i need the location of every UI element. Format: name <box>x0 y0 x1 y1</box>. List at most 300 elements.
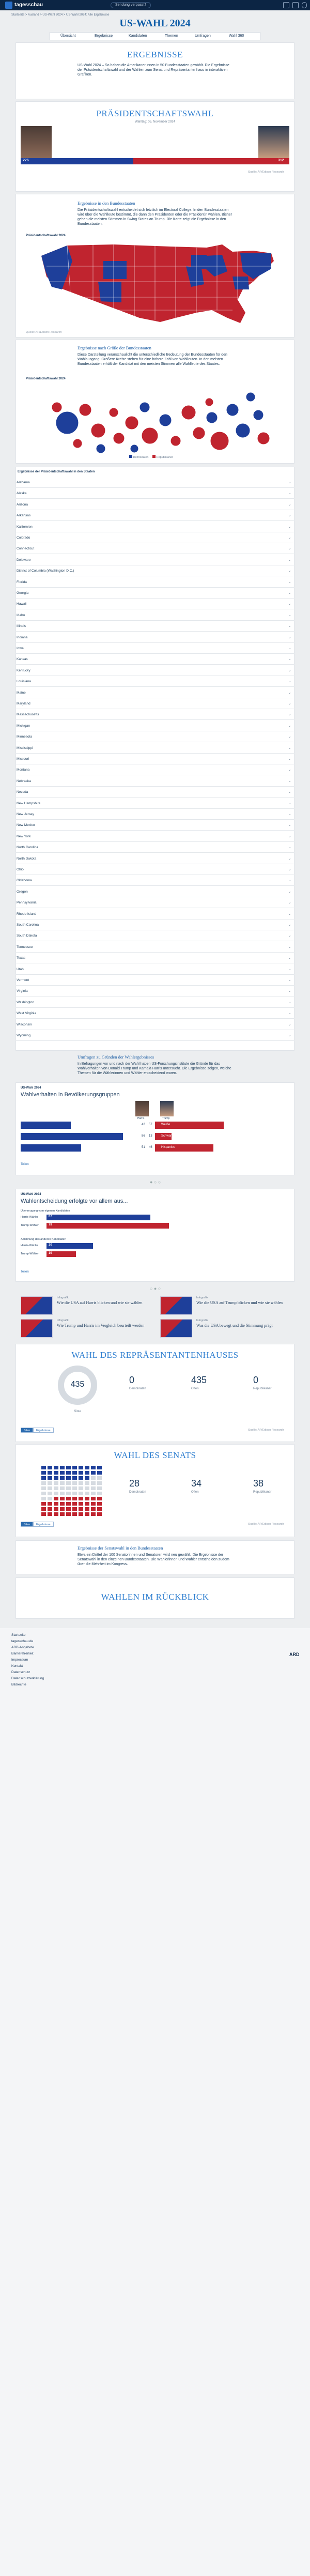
state-row[interactable] <box>16 853 295 864</box>
senat-seat <box>97 1492 102 1495</box>
senat-seat <box>41 1502 46 1506</box>
stat-label: Offen <box>191 1491 199 1494</box>
state-bubble[interactable] <box>79 404 91 416</box>
senat-seat <box>41 1507 46 1511</box>
state-name: Texas <box>17 956 25 960</box>
senat-seat <box>72 1486 77 1490</box>
senat-seat <box>60 1466 65 1469</box>
entscheidung-pager-dots[interactable]: ○ ● ○ <box>150 1286 161 1291</box>
state-name: Vermont <box>17 978 29 982</box>
senat-seat <box>97 1466 102 1469</box>
senat-seat <box>48 1486 52 1490</box>
group-label: Hispanics <box>161 1146 175 1149</box>
state-bubble[interactable] <box>52 402 62 412</box>
footer-link[interactable]: ARD-Angebote <box>11 1646 34 1649</box>
group-label-left: Weiße <box>126 1123 134 1126</box>
stat-label: Demokraten <box>129 1491 146 1494</box>
state-name: South Dakota <box>17 934 37 938</box>
bubble-subhead: Ergebnisse nach Größe der Bundesstaaten <box>78 345 151 350</box>
state-row[interactable] <box>16 698 295 709</box>
menu-icon[interactable] <box>292 2 299 8</box>
senat-seat <box>41 1492 46 1495</box>
footer-link[interactable]: Barrierefreiheit <box>11 1652 34 1655</box>
senat-seat <box>79 1502 83 1506</box>
state-name: Montana <box>17 768 30 772</box>
senat-map-subhead: Ergebnisse der Senatswahl in den Bundesstaaten <box>78 1545 163 1551</box>
result-bar-dem <box>21 158 133 164</box>
senat-seat <box>66 1502 71 1506</box>
bar-value: 67 <box>49 1215 52 1218</box>
teaser-image[interactable] <box>21 1319 53 1338</box>
senat-seat <box>54 1466 58 1469</box>
state-name: Kentucky <box>17 668 30 672</box>
state-row[interactable] <box>16 1008 295 1019</box>
senat-seat <box>85 1466 89 1469</box>
footer-link[interactable]: Datenschutzerklärung <box>11 1677 44 1680</box>
state-row[interactable] <box>16 809 295 820</box>
senat-seat <box>54 1476 58 1480</box>
state-row[interactable] <box>16 1019 295 1030</box>
chevron-down-icon: ⌄ <box>288 612 291 617</box>
stat-value: 435 <box>191 1375 207 1385</box>
state-name: Georgia <box>17 591 29 595</box>
chevron-down-icon: ⌄ <box>288 922 291 927</box>
tab-kandidaten[interactable]: Kandidaten <box>129 34 147 38</box>
result-bar <box>21 158 289 164</box>
state-name: South Carolina <box>17 923 39 927</box>
trump-photo <box>258 126 289 158</box>
state-bubble[interactable] <box>91 423 105 438</box>
state-row[interactable] <box>16 953 295 963</box>
state-bubble[interactable] <box>96 444 105 453</box>
search-icon[interactable] <box>283 2 289 8</box>
senat-seat <box>60 1481 65 1485</box>
state-row[interactable] <box>16 964 295 975</box>
state-row[interactable] <box>16 532 295 543</box>
senat-seat <box>79 1512 83 1516</box>
state-row[interactable] <box>16 555 295 565</box>
state-name: Nevada <box>17 790 28 794</box>
state-virginia[interactable] <box>233 277 249 289</box>
map-subhead: Ergebnisse in den Bundesstaaten <box>78 201 135 206</box>
trump-value: 46 <box>149 1146 152 1149</box>
group-label: Schwarze <box>161 1134 175 1138</box>
bar-value: 79 <box>49 1223 52 1226</box>
state-row[interactable] <box>16 665 295 676</box>
map-label: Präsidentschaftswahl 2024 <box>26 234 66 237</box>
state-row[interactable] <box>16 975 295 986</box>
senat-seat <box>48 1497 52 1500</box>
teaser-image[interactable] <box>160 1319 192 1338</box>
chevron-down-icon: ⌄ <box>288 667 291 672</box>
senat-seat <box>54 1471 58 1475</box>
chevron-down-icon: ⌄ <box>288 568 291 573</box>
stat-value: 0 <box>129 1375 135 1385</box>
harris-value: 51 <box>142 1146 145 1149</box>
state-bubble-chart[interactable] <box>36 381 274 456</box>
state-bubble[interactable] <box>113 433 125 444</box>
ergebnisse-title: ERGEBNISSE <box>127 50 183 59</box>
harris-thumb-label: Harris <box>137 1117 145 1120</box>
chevron-down-icon: ⌄ <box>288 800 291 805</box>
umfragen-text: In Befragungen vor und nach der Wahl haben US-Forschungsinstitute die Gründe für das Wahlverhalten von Donald Trump und Kamala Harris untersucht. Die Ergebnisse zeigen, welche Themen für die Wählerinnen und Wähler entscheidend waren. <box>78 1062 231 1075</box>
senat-seat-grid[interactable] <box>41 1466 103 1517</box>
top-bar <box>0 0 310 10</box>
senat-seat <box>60 1492 65 1495</box>
state-row[interactable] <box>16 886 295 897</box>
state-bubble[interactable] <box>205 398 213 406</box>
chevron-down-icon: ⌄ <box>288 480 291 484</box>
state-row[interactable] <box>16 543 295 554</box>
chevron-down-icon: ⌄ <box>288 535 291 540</box>
state-row[interactable] <box>16 798 295 809</box>
user-icon[interactable] <box>302 2 307 8</box>
state-bubble[interactable] <box>159 414 172 426</box>
state-row[interactable] <box>16 743 295 754</box>
sub-navigation <box>50 32 260 40</box>
live-button[interactable]: Sendung verpasst? <box>111 2 151 8</box>
state-row[interactable] <box>16 754 295 764</box>
senat-seat <box>60 1512 65 1516</box>
chevron-down-icon: ⌄ <box>288 944 291 949</box>
senat-seat <box>66 1507 71 1511</box>
state-name: Virginia <box>17 989 28 993</box>
state-name: Arizona <box>17 502 28 507</box>
senat-seat <box>72 1466 77 1469</box>
state-name: Illinois <box>17 624 26 628</box>
senat-seat <box>91 1481 96 1485</box>
group-label-left: Latinos <box>126 1146 135 1149</box>
state-name: New York <box>17 834 31 838</box>
harris-bar <box>21 1144 81 1152</box>
state-bubble[interactable] <box>253 410 264 420</box>
harris-bar <box>21 1133 123 1140</box>
state-name: North Carolina <box>17 846 38 850</box>
chevron-down-icon: ⌄ <box>288 490 291 496</box>
state-row[interactable] <box>16 820 295 831</box>
haus-title: WAHL DES REPRÄSENTANTENHAUSES <box>71 1350 239 1360</box>
state-bubble[interactable] <box>236 423 250 438</box>
state-row[interactable] <box>16 522 295 532</box>
senat-seat <box>97 1507 102 1511</box>
state-row[interactable] <box>16 565 295 576</box>
tab-uebersicht[interactable]: Übersicht <box>60 34 76 38</box>
state-bubble[interactable] <box>257 432 270 444</box>
state-row[interactable] <box>16 676 295 687</box>
state-row[interactable] <box>16 577 295 588</box>
state-bubble[interactable] <box>246 392 255 402</box>
state-row[interactable] <box>16 510 295 521</box>
chevron-down-icon: ⌄ <box>288 999 291 1004</box>
senat-seat <box>85 1481 89 1485</box>
state-minnesota[interactable] <box>191 255 207 269</box>
chevron-down-icon: ⌄ <box>288 845 291 850</box>
praesident-title: PRÄSIDENTSCHAFTSWAHL <box>96 109 214 118</box>
state-row[interactable] <box>16 643 295 654</box>
state-row[interactable] <box>16 875 295 886</box>
state-name: North Dakota <box>17 856 37 861</box>
state-row[interactable] <box>16 764 295 775</box>
state-bubble[interactable] <box>130 444 138 453</box>
state-row[interactable] <box>16 842 295 853</box>
senat-seat <box>85 1502 89 1506</box>
state-row[interactable] <box>16 588 295 599</box>
state-row[interactable] <box>16 709 295 720</box>
election-date: Wahltag: 05. November 2024 <box>135 120 175 124</box>
ergebnisse-text: US-Wahl 2024 – So haben die Amerikaner:innen in 50 Bundesstaaten gewählt. Die Ergebnisse der Präsidentschaftswahl und der Wahlen zum Senat und Repräsentantenhaus in interaktiven Grafiken. <box>78 64 229 76</box>
chevron-down-icon: ⌄ <box>288 778 291 783</box>
chevron-down-icon: ⌄ <box>288 679 291 684</box>
state-row[interactable] <box>16 1030 295 1041</box>
chevron-down-icon: ⌄ <box>288 878 291 883</box>
state-row[interactable] <box>16 720 295 731</box>
state-name: Iowa <box>17 647 24 650</box>
senat-seat <box>48 1512 52 1516</box>
stat-value: 28 <box>129 1478 140 1489</box>
state-bubble[interactable] <box>226 404 239 416</box>
bar <box>47 1215 150 1220</box>
senat-seat <box>91 1497 96 1500</box>
us-map[interactable] <box>36 240 279 327</box>
chevron-down-icon: ⌄ <box>288 933 291 938</box>
tab-themen[interactable]: Themen <box>165 34 178 38</box>
ard-logo[interactable]: ARD <box>289 1652 300 1657</box>
footer-link[interactable]: Startseite <box>11 1633 26 1637</box>
senat-seat <box>72 1492 77 1495</box>
state-row[interactable] <box>16 942 295 953</box>
state-name: New Jersey <box>17 812 34 816</box>
trump-thumb <box>160 1101 174 1116</box>
senat-title: WAHL DES SENATS <box>114 1450 196 1460</box>
legend-dem: Demokraten <box>133 456 149 459</box>
state-bubble[interactable] <box>142 427 158 444</box>
chevron-down-icon: ⌄ <box>288 501 291 507</box>
wahlverhalten-pager-dots[interactable]: ● ○ ○ <box>150 1179 161 1185</box>
state-row[interactable] <box>16 488 295 499</box>
senat-seat <box>85 1512 89 1516</box>
tab-ergebnisse[interactable]: Ergebnisse <box>95 34 113 38</box>
page-title: US-WAHL 2024 <box>119 18 191 29</box>
chevron-down-icon: ⌄ <box>288 789 291 794</box>
senat-seat <box>41 1497 46 1500</box>
senat-tab-sitze[interactable]: Sitze <box>21 1522 33 1527</box>
senat-seat <box>97 1476 102 1480</box>
senat-seat <box>97 1486 102 1490</box>
senat-seat <box>48 1466 52 1469</box>
state-name: Pennsylvania <box>17 901 37 905</box>
chevron-down-icon: ⌄ <box>288 900 291 905</box>
state-row[interactable] <box>16 930 295 941</box>
chevron-down-icon: ⌄ <box>288 1033 291 1037</box>
senat-seat <box>60 1471 65 1475</box>
senat-seat <box>97 1481 102 1485</box>
state-row[interactable] <box>16 610 295 621</box>
state-row[interactable] <box>16 997 295 1008</box>
state-row[interactable] <box>16 776 295 787</box>
teaser-title[interactable]: Was die USA bewegt und die Stimmung prägt <box>196 1323 273 1328</box>
senat-seat <box>54 1486 58 1490</box>
harris-bar <box>21 1122 71 1129</box>
tab-umfragen[interactable]: Umfragen <box>195 34 211 38</box>
trump-value: 13 <box>149 1134 152 1138</box>
state-bubble[interactable] <box>181 405 196 420</box>
senat-seat <box>91 1486 96 1490</box>
state-name: Maine <box>17 691 26 695</box>
senat-seat <box>85 1497 89 1500</box>
chevron-down-icon: ⌄ <box>288 833 291 838</box>
senat-seat <box>97 1502 102 1506</box>
bar <box>47 1223 169 1229</box>
trump-votes: 312 <box>278 159 284 162</box>
entscheidung-label: US-Wahl 2024 <box>21 1193 41 1196</box>
state-row[interactable] <box>16 787 295 798</box>
chevron-down-icon: ⌄ <box>288 1010 291 1016</box>
bubble-legend <box>129 455 173 459</box>
senat-seat <box>66 1512 71 1516</box>
chevron-down-icon: ⌄ <box>288 734 291 739</box>
row-label: Trump-Wähler <box>21 1224 39 1227</box>
state-bubble[interactable] <box>73 439 82 448</box>
haus-seats-label: Sitze <box>74 1410 81 1413</box>
footer-link[interactable]: Datenschutz <box>11 1670 30 1674</box>
state-row[interactable] <box>16 499 295 510</box>
footer-link[interactable]: Kontakt <box>11 1664 23 1668</box>
senat-seat <box>48 1502 52 1506</box>
bar-value: 19 <box>49 1252 52 1255</box>
state-row[interactable] <box>16 632 295 643</box>
senat-seat <box>85 1507 89 1511</box>
state-row[interactable] <box>16 909 295 919</box>
state-name: West Virginia <box>17 1011 37 1016</box>
state-row[interactable] <box>16 864 295 875</box>
senat-seat <box>91 1471 96 1475</box>
state-name: Rhode Island <box>17 912 37 916</box>
footer-link[interactable]: Bildrechte <box>11 1683 26 1686</box>
state-bubble[interactable] <box>210 432 229 450</box>
senat-seat <box>66 1486 71 1490</box>
wahlverhalten-share[interactable]: Teilen <box>21 1163 29 1166</box>
senat-tab-ergebnisse[interactable]: Ergebnisse <box>33 1522 54 1527</box>
state-row[interactable] <box>16 654 295 665</box>
teaser-image[interactable] <box>160 1296 192 1315</box>
state-name: Colorado <box>17 536 30 540</box>
senat-seat <box>60 1486 65 1490</box>
stat-label: Offen <box>191 1387 199 1390</box>
state-name: Massachusetts <box>17 713 39 717</box>
senat-seat <box>79 1471 83 1475</box>
senat-seat <box>72 1471 77 1475</box>
state-name: District of Columbia (Washington D.C.) <box>17 569 74 573</box>
harris-value: 42 <box>142 1123 145 1126</box>
state-row[interactable] <box>16 599 295 609</box>
bubble-label: Präsidentschaftswahl 2024 <box>26 377 66 380</box>
state-colorado[interactable] <box>103 261 127 279</box>
chevron-down-icon: ⌄ <box>288 911 291 916</box>
state-row[interactable] <box>16 897 295 908</box>
entscheidung-share[interactable]: Teilen <box>21 1270 29 1274</box>
bar <box>47 1243 93 1249</box>
senat-seat <box>60 1507 65 1511</box>
senat-seat <box>41 1471 46 1475</box>
state-row[interactable] <box>16 986 295 996</box>
breadcrumb[interactable]: Startseite > Ausland > US-Wahl 2024 > US-Wahl 2024: Alle Ergebnisse <box>11 13 110 17</box>
tab-wahl360[interactable]: Wahl 360 <box>229 34 244 38</box>
state-row[interactable] <box>16 621 295 632</box>
state-bubble[interactable] <box>171 436 181 446</box>
senat-seat <box>91 1476 96 1480</box>
chevron-down-icon: ⌄ <box>288 855 291 861</box>
stat-value: 38 <box>253 1478 264 1489</box>
senat-seat <box>66 1466 71 1469</box>
senat-seat <box>54 1497 58 1500</box>
wahlverhalten-label: US-Wahl 2024 <box>21 1086 41 1090</box>
senat-map-text: Etwa ein Drittel der 100 Senatorinnen und Senatoren wird neu gewählt. Die Ergebnisse der Senatswahl in den einzelnen Bundesstaaten. Die Wählerinnen und Wähler entscheiden zudem über die Mehrheit im Kongress. <box>78 1553 229 1566</box>
teaser-title[interactable]: Wie die USA auf Trump blicken und wie sie wählen <box>196 1300 283 1305</box>
footer <box>0 1628 310 2576</box>
state-row[interactable] <box>16 831 295 842</box>
senat-seat <box>91 1507 96 1511</box>
chevron-down-icon: ⌄ <box>288 623 291 628</box>
state-name: Alabama <box>17 481 30 484</box>
senat-seat <box>41 1466 46 1469</box>
footer-link[interactable]: tagesschau.de <box>11 1639 34 1643</box>
senat-seat <box>79 1492 83 1495</box>
state-bubble[interactable] <box>109 408 118 417</box>
state-row[interactable] <box>16 731 295 742</box>
teaser-title[interactable]: Wie die USA auf Harris blicken und wie sie wählen <box>57 1300 143 1305</box>
haus-tab-sitze[interactable]: Sitze <box>21 1428 33 1433</box>
state-row[interactable] <box>16 477 295 488</box>
state-name: Wyoming <box>17 1034 31 1037</box>
state-bubble[interactable] <box>206 412 218 423</box>
teaser-image[interactable] <box>21 1296 53 1315</box>
senat-seat <box>91 1466 96 1469</box>
state-bubble[interactable] <box>125 416 138 430</box>
chevron-down-icon: ⌄ <box>288 966 291 971</box>
chevron-down-icon: ⌄ <box>288 513 291 518</box>
footer-link[interactable]: Impressum <box>11 1658 28 1662</box>
states-header: Ergebnisse der Präsidentschaftswahl in den Staaten <box>18 470 95 473</box>
state-name: Kansas <box>17 657 28 662</box>
senat-seat <box>66 1481 71 1485</box>
chevron-down-icon: ⌄ <box>288 955 291 960</box>
senat-seat <box>41 1481 46 1485</box>
senat-seat <box>72 1497 77 1500</box>
state-bubble[interactable] <box>140 402 150 412</box>
state-bubble[interactable] <box>193 427 205 439</box>
harris-value: 86 <box>142 1134 145 1138</box>
harris-votes: 226 <box>23 159 29 162</box>
state-row[interactable] <box>16 687 295 698</box>
state-row[interactable] <box>16 919 295 930</box>
senat-seat <box>79 1497 83 1500</box>
map-text: Die Präsidentschaftswahl entscheidet sich letztlich im Electoral College. In den Bundesstaaten wird über die Wahlleute bestimmt, die dann den Präsidenten oder die Präsidentin wählen. Bisher gehen die meisten Stimmen in Swing States an Trump. Die Karte zeigt die Ergebnisse in den Bundesstaaten. <box>78 208 232 226</box>
row-label: Harris-Wähler <box>21 1216 38 1219</box>
state-new-mexico[interactable] <box>98 282 121 302</box>
teaser-title[interactable]: Wie Trump und Harris im Vergleich beurteilt werden <box>57 1323 145 1328</box>
state-name: Alaska <box>17 492 27 496</box>
senat-seat <box>48 1476 52 1480</box>
tagesschau-logo-icon[interactable] <box>5 2 12 9</box>
haus-source: Quelle: AP/Edison Research <box>248 1429 284 1432</box>
logo-text[interactable]: tagesschau <box>14 2 43 8</box>
state-bubble[interactable] <box>56 411 79 434</box>
chevron-down-icon: ⌄ <box>288 1021 291 1026</box>
senat-seat <box>91 1492 96 1495</box>
senat-seat <box>72 1502 77 1506</box>
haus-tab-ergebnisse[interactable]: Ergebnisse <box>33 1428 54 1433</box>
harris-photo <box>21 126 52 158</box>
